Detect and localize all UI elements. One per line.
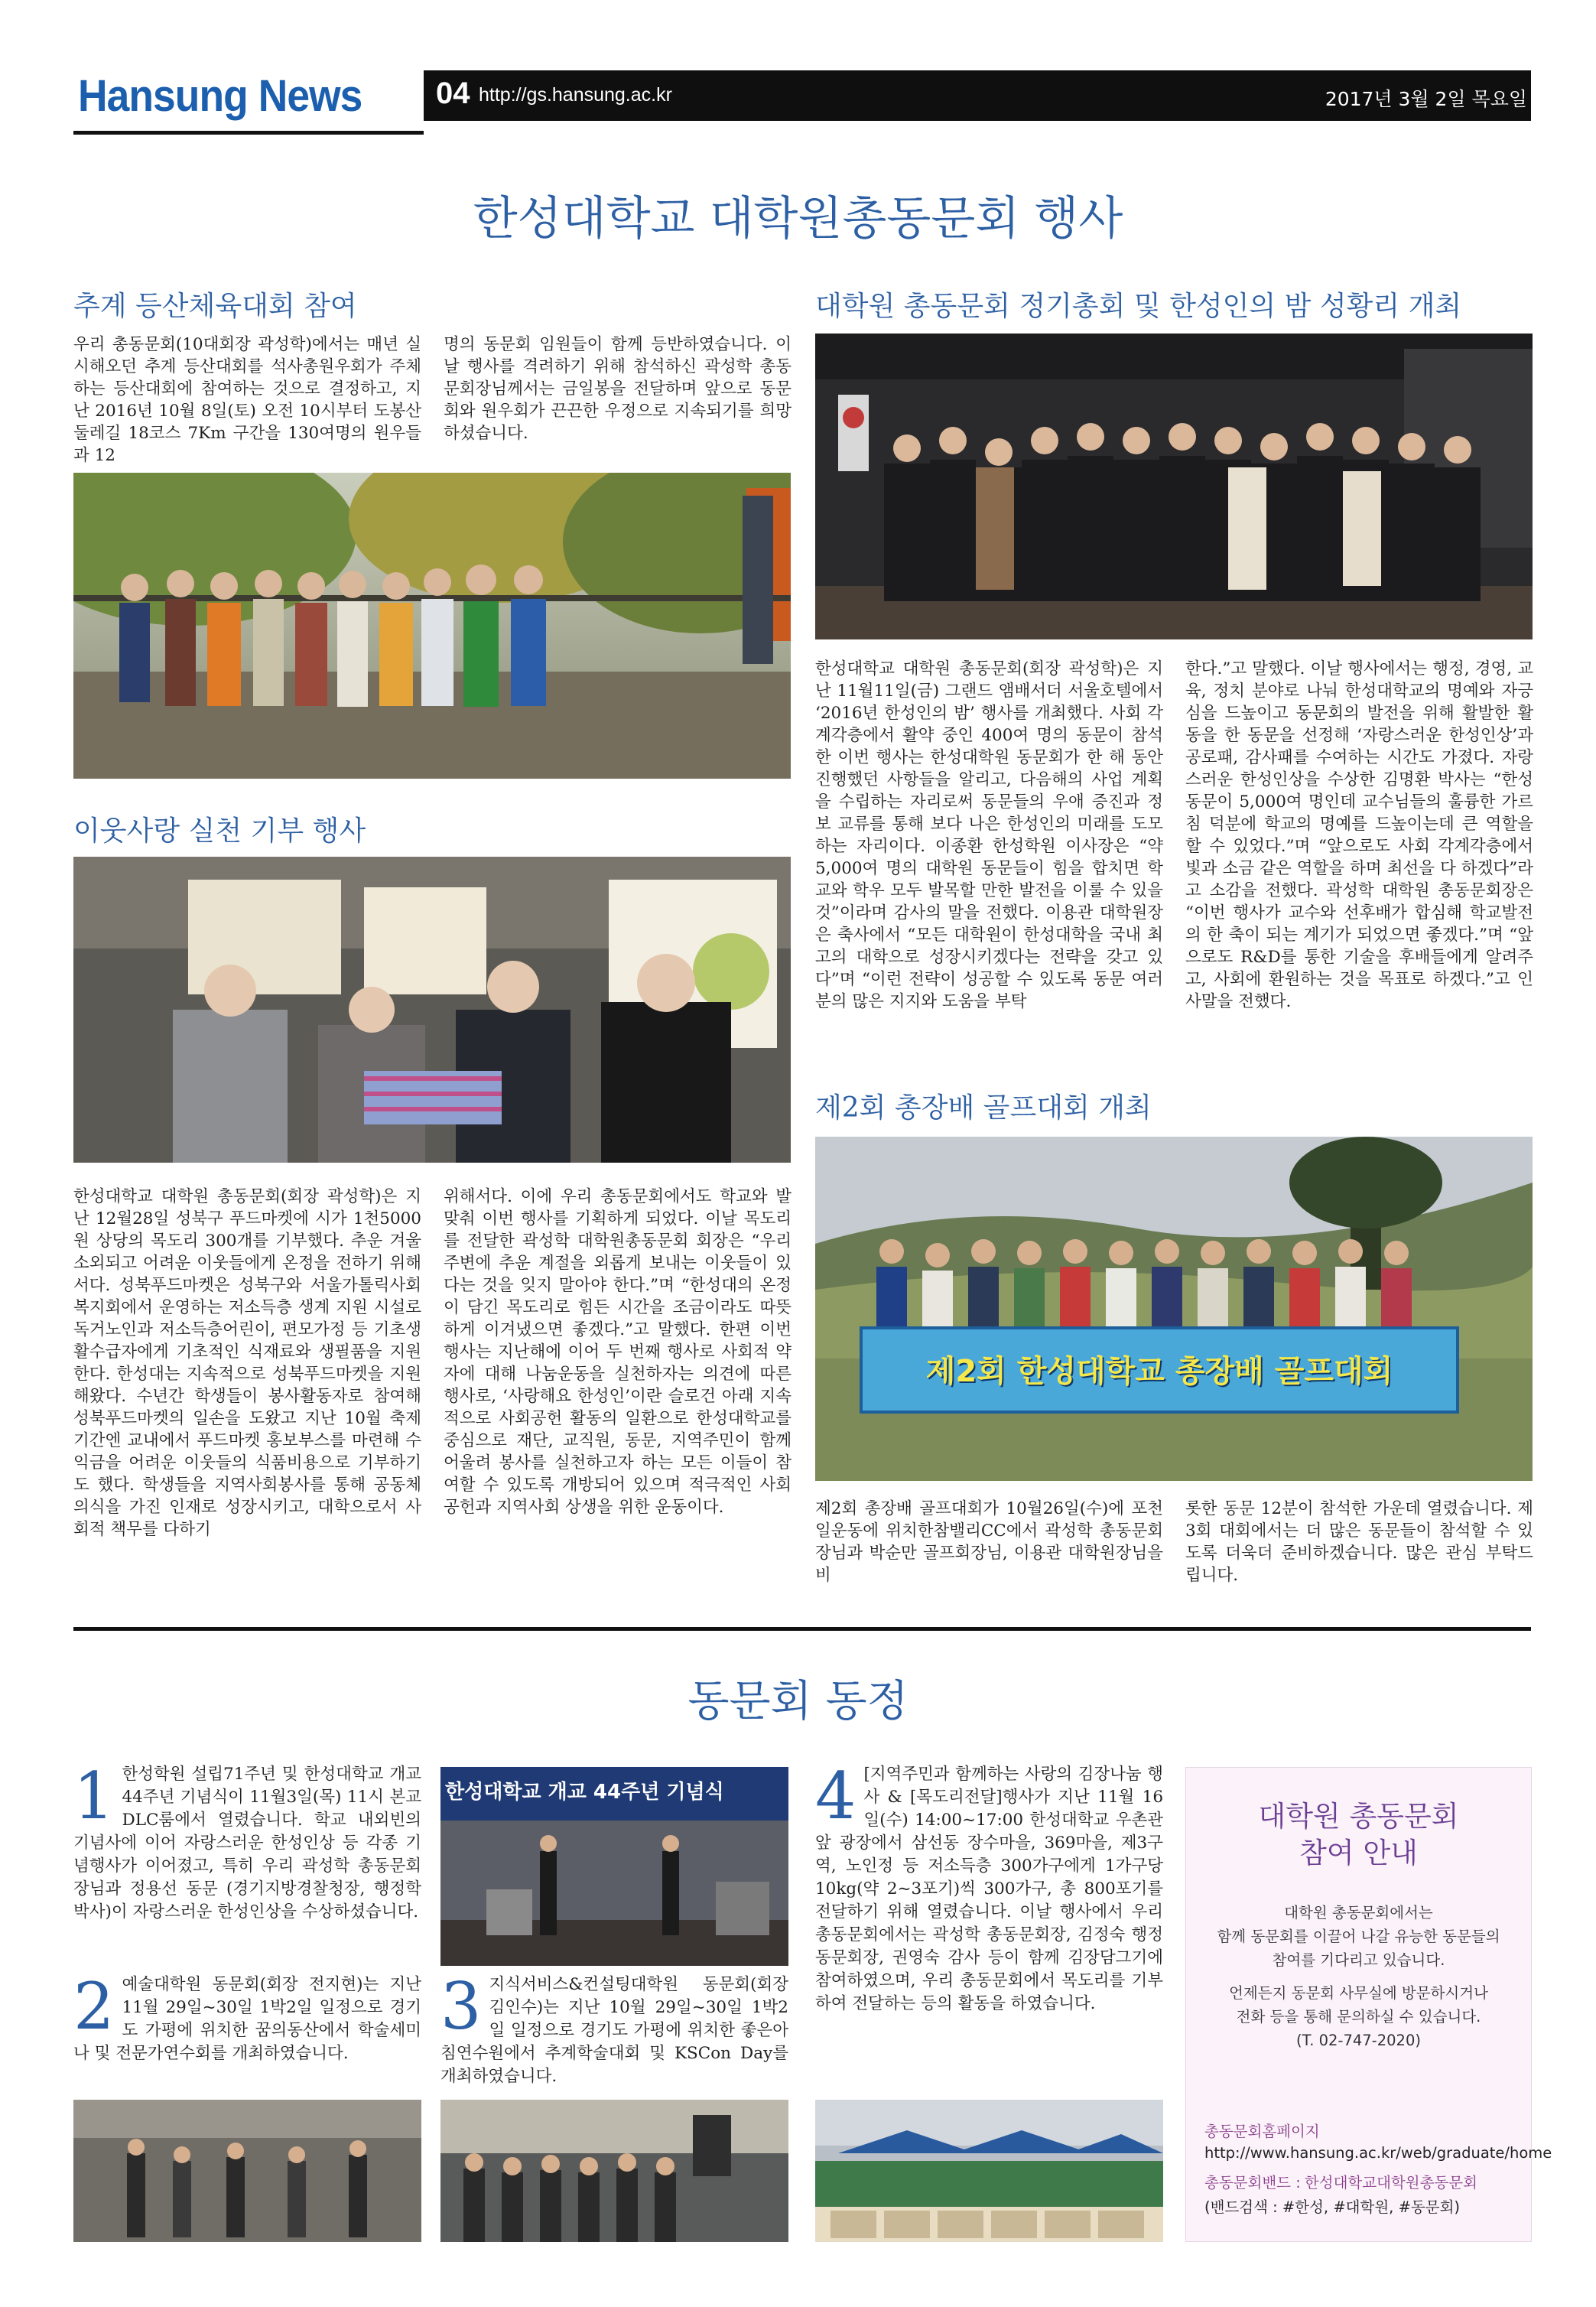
info-body-line4: 언제든지 동문회 사무실에 방문하시거나 <box>1229 1984 1488 2002</box>
info-body-line1: 대학원 총동문회에서는 <box>1284 1904 1433 1921</box>
info-body-line3: 참여를 기다리고 있습니다. <box>1272 1951 1445 1969</box>
meeting-group-photo <box>815 334 1533 639</box>
anniversary-banner-text: 한성대학교 개교 44주년 기념식 <box>445 1781 724 1804</box>
hiking-group-photo <box>73 473 791 779</box>
news-item-2 <box>73 1969 421 2065</box>
info-phone: (T. 02-747-2020) <box>1296 2032 1421 2049</box>
band-search-hint: (밴드검색 : #한성, #대학원, #동문회) <box>1204 2198 1461 2216</box>
kimchi-sharing-photo <box>815 2100 1163 2242</box>
hiking-article-title: 추계 등산체육대회 참여 <box>73 291 357 322</box>
page-number: 04 <box>436 76 470 110</box>
news-item-number: 3 <box>440 1969 482 2044</box>
news-item-1 <box>73 1759 421 1924</box>
donation-article-text-col1: 한성대학교 대학원 총동문회(회장 곽성학)은 지난 12월28일 성북구 푸드마켓에 시가 1천5000원 상당의 목도리 300개를 기부했다. 추운 겨울 소외되고 어려운 이웃들에게 온정을 전하기 위해서다. 성북푸드마켓은 성북구와 서울가톨릭사회복지회에서 운영하는 저소득층 생계 지원 시설로 독거노인과 저소득층어린이, 편모가정 등 기초생활수급자에게 기초적인 식재료와 생필품을 지원한다. 한성대는 지속적으로 성북푸드마켓을 지원해왔다. 수년간 학생들이 봉사활동자로 참여해 성북푸드마켓의 일손을 도왔고 지난 10월 축제기간엔 교내에서 푸드마켓 홍보부스를 마련해 수익금을 어려운 이웃들의 식품비용으로 기부하기도 했다. 학생들을 지역사회봉사를 통해 공동체 의식을 가진 인재로 성장시키고, 대학으로서 사회적 책무를 다하기 <box>73 1187 421 1539</box>
golf-group-photo <box>815 1137 1533 1481</box>
hiking-article-text-col2: 명의 동문회 임원들이 함께 등반하였습니다. 이날 행사를 격려하기 위해 참석하신 곽성학 총동문회장님께서는 금일봉을 전달하며 앞으로 동문회와 원우회가 끈끈한 우정으로 지속되기를 희망하셨습니다. <box>444 335 791 443</box>
news-item-text: 예술대학원 동문회(회장 전지현)는 지난 11월 29일~30일 1박2일 일정으로 경기도 가평에 위치한 꿈의동산에서 학술세미나 및 전문가연수회를 개최하였습니다. <box>73 1975 421 2063</box>
meeting-article-title: 대학원 총동문회 정기총회 및 한성인의 밤 성황리 개최 <box>815 291 1462 322</box>
golf-banner-text: 제2회 한성대학교 총장배 골프대회 <box>925 1354 1393 1389</box>
info-body-line5: 전화 등을 통해 문의하실 수 있습니다. <box>1236 2008 1481 2026</box>
news-item-number: 1 <box>73 1759 115 1834</box>
news-item-4 <box>815 1759 1163 2016</box>
hiking-article-text-col1: 우리 총동문회(10대회장 곽성학)에서는 매년 실시해오던 추계 등산대회를 석사총원우회가 주체하는 등산대회에 참여하는 것으로 결정하고, 지난 2016년 10월 8일(토) 오전 10시부터 도봉산 둘레길 18코스 7Km 구간을 130여명의 원우들과 12 <box>73 335 421 465</box>
news-item-number: 2 <box>73 1969 115 2044</box>
news-section-title: 동문회 동정 <box>687 1677 909 1726</box>
info-box-title <box>1186 1798 1531 1872</box>
news-item-3 <box>440 1969 788 2088</box>
header-url[interactable]: http://gs.hansung.ac.kr <box>479 84 672 106</box>
homepage-link[interactable]: http://www.hansung.ac.kr/web/graduate/home <box>1204 2144 1552 2162</box>
section-divider <box>73 1627 1531 1631</box>
news-item-text: 지식서비스&컨설팅대학원 동문회(회장 김인수)는 지난 10월 29일~30일 1박2일 일정으로 경기도 가평에 위치한 좋은아침연수원에서 추계학술대회 및 KSCon Day를 개최하였습니다. <box>440 1975 788 2086</box>
info-title-line1: 대학원 총동문회 <box>1258 1800 1459 1833</box>
info-body-line2: 함께 동문회를 이끌어 나갈 유능한 동문들의 <box>1217 1928 1500 1945</box>
info-title-line2: 참여 안내 <box>1299 1837 1418 1869</box>
golf-article-text-col2: 롯한 동문 12분이 참석한 가운데 열렸습니다. 제3회 대회에서는 더 많은 동문들이 참석할 수 있도록 더욱더 준비하겠습니다. 많은 관심 부탁드립니다. <box>1185 1499 1533 1585</box>
band-label: 총동문회밴드 : <box>1204 2174 1301 2191</box>
golf-article-text-col1: 제2회 총장배 골프대회가 10월26일(수)에 포천 일운동에 위치한참밸리CC에서 곽성학 총동문회장님과 박순만 골프회장님, 이용관 대학원장님을 비 <box>815 1499 1163 1585</box>
anniversary-ceremony-photo <box>440 1767 788 1966</box>
donation-article-text-col2: 위해서다. 이에 우리 총동문회에서도 학교와 발맞춰 이번 행사를 기획하게 되었다. 이날 목도리를 전달한 곽성학 대학원총동문회 회장은 “우리 주변에 추운 계절을 외롭게 보내는 이웃들이 있다는 것을 잊지 말아야 한다.”며 “한성대의 온정이 담긴 목도리로 힘든 시간을 조금이라도 따뜻하게 이겨냈으면 좋겠다.”고 말했다. 한편 이번 행사는 지난해에 이어 두 번째 행사로 사회적 약자에 대해 나눔운동을 실천하자는 의견에 따른 행사로, ‘사랑해요 한성인’이란 슬로건 아래 지속적으로 사회공헌 활동의 일환으로 한성대학교를 중심으로 재단, 교직원, 동문, 지역주민이 함께 어울려 봉사를 실천하고자 하는 모든 이들이 참여할 수 있도록 개방되어 있으며 적극적인 사회공헌과 지역사회 상생을 위한 운동이다. <box>444 1187 791 1517</box>
art-graduate-alumni-photo <box>73 2100 421 2242</box>
homepage-label: 총동문회홈페이지 <box>1204 2123 1320 2140</box>
meeting-article-text-col2: 한다.”고 말했다. 이날 행사에서는 행정, 경영, 교육, 정치 분야로 나눠 한성대학교의 명예와 자긍심을 드높이고 동문회의 발전을 위해 활발한 활동을 한 동문을 선정해 ‘자랑스러운 한성인상’과 공로패, 감사패를 수여하는 시간도 가졌다. 자랑스러운 한성인상을 수상한 김명환 박사는 “한성 동문이 5,000여 명인데 교수님들의 훌륭한 가르침 덕분에 학교의 명예를 드높이는데 큰 역할을 할 수 있었다.”며 “앞으로도 사회 각계각층에서 빛과 소금 같은 역할을 하며 최선을 다 하겠다”라고 소감을 전했다. 곽성학 대학원 총동문회장은 “이번 행사가 교수와 선후배가 합심해 학교발전의 한 축이 되는 계기가 되었으면 좋겠다.”며 “앞으로도 R&D를 통한 기술을 후배들에게 알려주고, 사회에 환원하는 것을 목표로 하겠다.”고 인사말을 전했다. <box>1185 659 1533 1011</box>
news-item-text: [지역주민과 함께하는 사랑의 김장나눔 행사 & [목도리전달]행사가 지난 11월 16일(수) 14:00~17:00 한성대학교 우촌관 앞 광장에서 삼선동 장수마을, 369마을, 제3구역, 노인정 등 저소득층 300가구에게 1가구당 10kg(약 2~3포기)씩 300가구, 총 800포기를 전달하기 위해 열렸습니다. 이날 행사에서 우리 총동문회에서는 곽성학 총동문회장, 김정숙 행정 동문회장, 권영숙 감사 등이 함께 김장담그기에 참여하였으며, 우리 총동문회에서 목도리를 기부하여 전달하는 등의 활동을 하였습니다. <box>815 1765 1163 2013</box>
newspaper-logo: Hansung News <box>78 71 362 121</box>
meeting-article-text-col1: 한성대학교 대학원 총동문회(회장 곽성학)은 지난 11월11일(금) 그랜드 앰배서더 서울호텔에서 ‘2016년 한성인의 밤’ 행사를 개최했다. 사회 각계각층에서 활약 중인 400여 명의 동문이 참석한 이번 행사는 한성대학원 동문회가 한 해 동안 진행했던 사항들을 알리고, 다음해의 사업 계획을 수립하는 자리로써 동문들의 우애 증진과 정보 교류를 통해 보다 나은 한성인의 미래를 도모하는 자리이다. 이종환 한성학원 이사장은 “약 5,000여 명의 대학원 동문들이 힘을 합치면 학교와 학우 모두 발목할 만한 발전을 이룰 수 있을 것”이라며 감사의 말을 전했다. 이용관 대학원장은 축사에서 “모든 대학원이 한성대학을 국내 최고의 대학으로 성장시키겠다는 전략을 갖고 있다”며 “이런 전략이 성공할 수 있도록 동문 여러분의 많은 지지와 도움을 부탁 <box>815 659 1163 1011</box>
news-item-text: 한성학원 설립71주년 및 한성대학교 개교 44주년 기념식이 11월3일(목) 11시 본교 DLC룸에서 열렸습니다. 학교 내외빈의 기념사에 이어 자랑스러운 한성인상 등 각종 기념행사가 이어졌고, 특히 우리 곽성학 총동문회장님과 정용선 동문 (경기지방경찰청장, 행정학박사)이 자랑스러운 한성인상을 수상하셨습니다. <box>73 1765 421 1921</box>
donation-article-title: 이웃사랑 실천 기부 행사 <box>73 815 366 847</box>
info-box-body <box>1186 1901 1531 2052</box>
news-item-number: 4 <box>815 1759 857 1834</box>
donation-event-photo <box>73 857 791 1163</box>
band-link[interactable]: 한성대학교대학원총동문회 <box>1304 2174 1477 2191</box>
page-title: 한성대학교 대학원총동문회 행사 <box>473 192 1123 246</box>
golf-article-title: 제2회 총장배 골프대회 개최 <box>815 1092 1152 1124</box>
participation-info-box <box>1185 1767 1552 2242</box>
issue-date: 2017년 3월 2일 목요일 <box>1325 88 1527 110</box>
knowledge-service-alumni-photo <box>440 2100 788 2242</box>
